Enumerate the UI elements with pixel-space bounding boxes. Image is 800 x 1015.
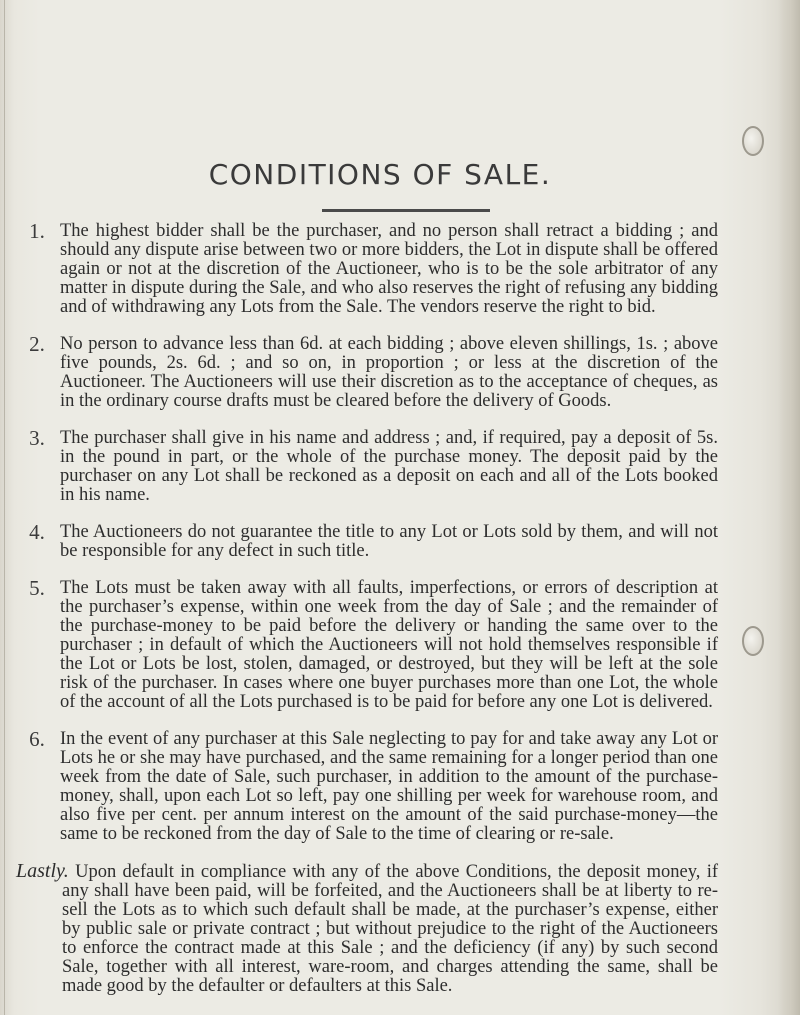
condition-text: The highest bidder shall be the purchaser, and no person shall retract a bidding ; and should any dispute arise between two or more bidders, the Lot in dispute shall be offered again or not at the discretion of the Auctioneer, who is to be the sole arbitrator of any matter in dispute during the Sale, and who also reserves the right of refusing any bidding and of withdrawing any Lots from the Sale. The vendors reserve the right to bid. (60, 221, 718, 317)
lastly-lead: Lastly. (16, 860, 69, 882)
page-edge-line (4, 0, 5, 1015)
condition-number: 4. (29, 520, 45, 544)
page-binding-edge (778, 0, 800, 1015)
condition-item (14, 219, 718, 317)
condition-lastly (16, 862, 718, 996)
condition-number: 3. (29, 426, 45, 450)
condition-item (14, 332, 718, 411)
condition-number: 5. (29, 576, 45, 600)
condition-item (14, 576, 718, 712)
condition-text: The Auctioneers do not guarantee the title to any Lot or Lots sold by them, and will not be responsible for any defect in such title. (60, 522, 718, 561)
condition-item (14, 426, 718, 505)
document-title: CONDITIONS OF SALE. (208, 158, 552, 191)
punch-hole (742, 626, 764, 656)
punch-hole (742, 126, 764, 156)
condition-number: 1. (29, 219, 45, 243)
condition-number: 2. (29, 332, 45, 356)
condition-item (14, 727, 718, 844)
condition-item (14, 520, 718, 561)
condition-text: The Lots must be taken away with all faults, imperfections, or errors of description at the purchaser’s expense, within one week from the day of Sale ; and the remainder of the purchase-money to be paid before the delivery or handing the same over to the purchaser ; in default of which the Auctioneers will not hold themselves responsible if the Lot or Lots be lost, stolen, damaged, or destroyed, but they will be left at the sole risk of the purchaser. In cases where one buyer purchases more than one Lot, the whole of the account of all the Lots purchased is to be paid for before any one Lot is delivered. (60, 578, 718, 712)
condition-text: In the event of any purchaser at this Sale neglecting to pay for and take away any Lot or Lots he or she may have purchased, and the same remaining for a longer period than one week from the date of Sale, such purchaser, in addition to the amount of the purchase-money, shall, upon each Lot so left, pay one shilling per week for warehouse room, and also five per cent. per annum interest on the amount of the said purchase-money—the same to be reckoned from the day of Sale to the time of clearing or re-sale. (60, 729, 718, 844)
lastly-text: Upon default in compliance with any of the above Conditions, the deposit money, if any shall have been paid, will be forfeited, and the Auctioneers shall be at liberty to re-sell the Lots as to which such default shall be made, at the purchaser’s expense, either by public sale or private contract ; but without prejudice to the right of the Auctioneers to enforce the contract made at this Sale ; and the deficiency (if any) by such second Sale, together with all interest, ware-room, and charges attending the same, shall be made good by the defaulter or defaulters at this Sale. (62, 862, 718, 996)
condition-number: 6. (29, 727, 45, 751)
conditions-list (14, 219, 718, 1014)
condition-text: No person to advance less than 6d. at each bidding ; above eleven shillings, 1s. ; above five pounds, 2s. 6d. ; and so on, in proportion ; or less at the discretion of the Auctioneer. The Auctioneers will use their discretion as to the acceptance of cheques, as in the ordinary course drafts must be cleared before the delivery of Goods. (60, 334, 718, 411)
condition-text: The purchaser shall give in his name and address ; and, if required, pay a deposit of 5s. in the pound in part, or the whole of the purchase money. The deposit paid by the purchaser on any Lot shall be reckoned as a deposit on each and all of the Lots booked in his name. (60, 428, 718, 505)
title-underline (322, 209, 490, 212)
